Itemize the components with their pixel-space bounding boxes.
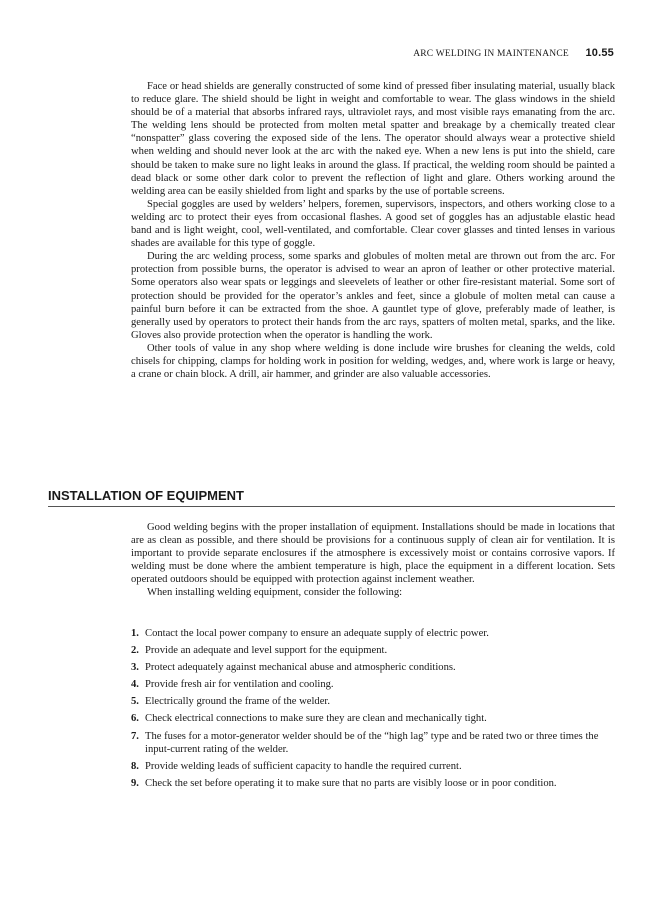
running-header <box>413 47 614 59</box>
list-item-number: 9. <box>131 777 139 789</box>
list-item-number: 7. <box>131 730 139 742</box>
list-item-number: 3. <box>131 662 139 674</box>
list-item-number: 1. <box>131 628 139 639</box>
page-number: 10.55 <box>585 47 614 59</box>
list-item <box>131 695 615 708</box>
list-item <box>131 678 615 691</box>
list-item-text: Electrically ground the frame of the welder. <box>145 696 331 708</box>
list-item-number: 5. <box>131 696 139 708</box>
list-item-number: 4. <box>131 679 139 691</box>
paragraph-face-shields: Face or head shields are generally constructed of some kind of pressed fiber insulating material, usually black to reduce glare. The shield should be light in weight and comfortable to wear. The glass windows in the shield should be of a material that absorbs infrared rays, ultraviolet rays, and most visible rays emanating from the arc. The welding lens should be protected from molten metal spatter and breakage by a chemically treated clear “nonspatter” glass covering the exposed side of the lens. The operator should always wear a protective shield when welding and should never look at the arc with the naked eye. When a new lens is put into the shield, care should be taken to make sure no light leaks in around the glass. If practical, the welding room should be painted a dead black or some other dark color to prevent the reflection of light and glare. Others working around the welding area can be easily shielded from light and sparks by the use of portable screens. <box>131 81 615 197</box>
list-item <box>131 712 615 725</box>
list-item-text: Check electrical connections to make sure they are clean and mechanically tight. <box>145 713 487 725</box>
list-item-text: Provide an adequate and level support for the equipment. <box>145 645 388 657</box>
paragraph-other-tools: Other tools of value in any shop where welding is done include wire brushes for cleaning the welds, cold chisels for chipping, clamps for holding work in position for welding, wedges, and, where work is large or heavy, a crane or chain block. A drill, air hammer, and grinder are also valuable accessories. <box>131 342 615 381</box>
list-item <box>131 730 615 756</box>
paragraph-goggles: Special goggles are used by welders’ helpers, foremen, supervisors, inspectors, and others working close to a welding arc to protect their eyes from occasional flashes. A good set of goggles has an adjustable elastic head band and is light weight, cool, well-ventilated, and comfortable. Clear cover glasses and tinted lenses in various shades are available for this type of goggle. <box>131 198 615 250</box>
list-item-number: 6. <box>131 713 139 725</box>
running-head-title: ARC WELDING IN MAINTENANCE <box>413 49 569 59</box>
list-item <box>131 644 615 657</box>
list-item-text: Provide fresh air for ventilation and cooling. <box>145 679 334 691</box>
list-item-text: Check the set before operating it to make sure that no parts are visibly loose or in poor condition. <box>145 777 557 789</box>
list-item-text: Protect adequately against mechanical abuse and atmospheric conditions. <box>145 662 456 674</box>
paragraph-consider-following: When installing welding equipment, consider the following: <box>147 587 403 599</box>
list-item-number: 2. <box>131 645 139 657</box>
list-item <box>131 627 615 640</box>
list-item-text: Provide welding leads of sufficient capacity to handle the required current. <box>145 760 462 772</box>
list-item-text: The fuses for a motor-generator welder should be of the “high lag” type and be rated two or three times the input-current rating of the welder. <box>145 730 599 755</box>
paragraph-protective-clothing: During the arc welding process, some sparks and globules of molten metal are thrown out from the arc. For protection from possible burns, the operator is advised to wear an apron of leather or other protective material. Some operators also wear spats or leggings and sleevelets of leather or other fire-resistant material. Some sort of protection should be provided for the operator’s ankles and feet, since a globule of molten metal can cause a painful burn before it can be extracted from the shoe. A gauntlet type of glove, preferably made of leather, is generally used by operators to protect their hands from the arc rays, spatters of molten metal, sparks, and the like. Gloves also provide protection when the operator is handling the work. <box>131 251 615 341</box>
list-item-number: 8. <box>131 760 139 772</box>
installation-checklist <box>131 627 615 794</box>
list-item <box>131 661 615 674</box>
list-item <box>131 777 615 790</box>
body-text-installation <box>131 521 615 600</box>
list-item-text: Contact the local power company to ensure an adequate supply of electric power. <box>145 628 489 639</box>
body-text-protective-equipment <box>131 80 615 381</box>
section-heading: INSTALLATION OF EQUIPMENT <box>48 488 615 507</box>
paragraph-installation-intro: Good welding begins with the proper installation of equipment. Installations should be made in locations that are as clean as possible, and there should be provisions for a continuous supply of clean air for ventilation. It is important to provide separate enclosures if the atmosphere is excessively moist or contains corrosive vapors. If welding must be done where the ambient temperature is high, place the equipment in a different location. Sets operated outdoors should be equipped with protection against inclement weather. <box>131 522 615 586</box>
list-item <box>131 760 615 773</box>
